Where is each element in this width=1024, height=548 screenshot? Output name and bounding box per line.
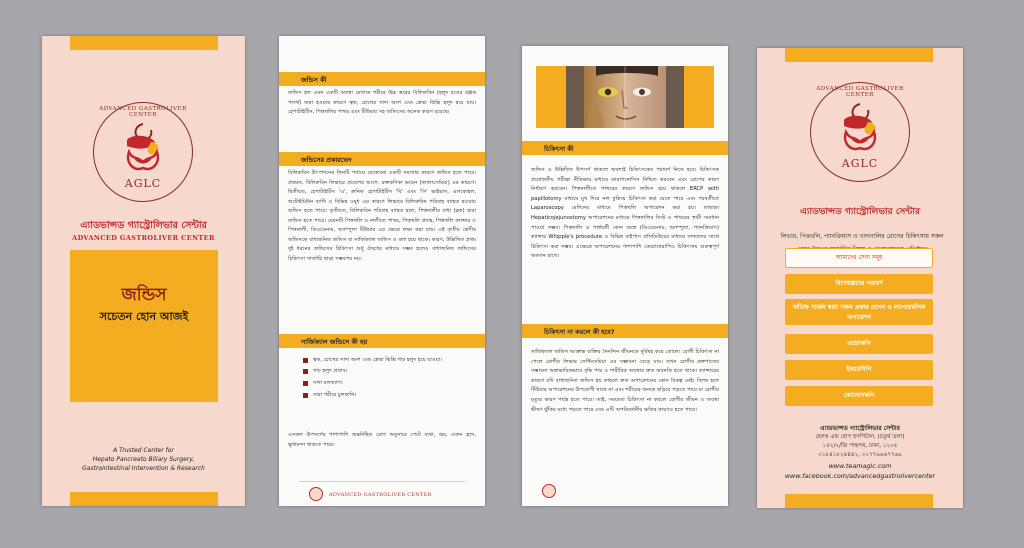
bullet-icon: [303, 369, 308, 374]
logo-ring-text: ADVANCED GASTROLIVER CENTER: [816, 86, 904, 98]
address-center-name: এ্যাডভান্সড গ্যাস্ট্রোলিভার সেন্টার: [820, 425, 900, 432]
contact-address: [757, 424, 963, 460]
brochure-info-panel-2: [522, 46, 728, 506]
website-link[interactable]: www.teamaglc.com: [828, 462, 892, 470]
photo-banner: [536, 66, 714, 128]
footer-center-name: ADVANCED GASTROLIVER CENTER: [329, 492, 432, 498]
service-surgery: অতিক্ষ সার্জন দ্বারা সকল প্রকার ওপেন ও ল্যাপারস্কপিক অপারেশন: [785, 299, 933, 325]
treatment-text: জন্ডিস ও উল্লিখিত উপসর্গ থাকলে অবশ্যই চিকিৎসকের পরামর্শ নিতে হবে। চিকিৎসক প্রয়োজনীয় পরীক্ষা নীরিক্ষার মাধ্যমে ডায়াগনোসিস নিশ্চিত করবেন এবং রোগের কারণ নির্ধারণ করবেন। পিত্তনালীতে পাথরের কারণে জন্ডিস হয়ে থাকলে ERCP with papillotomy মাধ্যমে মুখ দিয়ে নল ঢুকিয়ে চিকিৎসা করা যেতে পারে এবং পরবর্তীতে Laparoscopy মেশিনের মাধ্যমে পিত্তথলি অপারেশন করা হয়। তাছাড়া Hepaticojejunostomy অপারেশনের মাধ্যমে পিত্তনালির সিস্ট ও পাথরের স্থায়ী সমাধান পাওয়া সম্ভব। পিত্তনালি ও পার্শ্ববর্তী কোন অঙ্গে (ডিওডেনাম, অ্যাম্পুলা, প্যানক্রিয়াস) ক্যান্সার Whipple's procedure ও বিভিন্ন বাইপাস প্রসিডিউরের মাধ্যমে সাফল্যের সাথে চিকিৎসা করা সম্ভব। এক্ষেত্রে অপারেশনের পাশাপাশি কেমোথেরাপিও চিকিৎসায় গুরুত্বপূর্ণ অবদান রাখে।: [531, 167, 719, 260]
service-colonoscopy: কোলোনস্কপি: [785, 386, 933, 406]
tagline-line-2: Hepato Pancreato Biliary Surgery,: [92, 456, 195, 463]
service-consultation: বিশেষজ্ঞদের পরামর্শ: [785, 274, 933, 294]
bottom-accent-bar: [785, 494, 933, 508]
jaundice-types-text: বিলিরুবিন উৎপাদনের তিনটি পর্যায়ে যেকোনো একটি সমস্যার কারণে জন্ডিস হতে পারে। প্রথমত, বিলিরুবিন লিভারে প্রবেশের আগে, রক্তকণিকা ভাঙন (থ্যালাসেমিয়া) এর কারণে। দ্বিতীয়ত, হেপাটাইটিস 'এ', ক্রনিক হেপাটাইটিস 'বি' এবং 'সি' ভাইরাস, এলকোহল, অটোইমিউন ব্যাধি ও বিভিন্ন ওষুধ এর কারণে লিভারে বিলিরুবিন পরিবাহ ব্যাহত হওয়ায় জন্ডিস হতে পারে। তৃতীয়ত, বিলিরুবিন পরিবাহ ব্যাহত হলে, পিত্তনালীর বাধা (ব্লক) দ্বারা জন্ডিস হতে পারে। যেমনটি পিত্তথলি ও নালীতে পাথর, পিত্তথলি প্রদাহ, পিত্তথলি ক্যান্সার ও পিত্তনালী, ডিওডেনাম, অ্যাম্পুলা টিউমার এর ক্ষেত্রে লক্ষ্য করা যায়। এই তৃতীয় শ্রেণীর জন্ডিসকে বাধাজনিত জন্ডিস বা সার্জিক্যাল জন্ডিস ও বলা হয়ে থাকে। কারণ, উল্লিখিত প্রথম দুই ধরনের জন্ডিসের চিকিৎসা শুধু ঔষধের মাধ্যমে সম্ভব হলেও বাধাজনিত জন্ডিসের চিকিৎসা সার্জারি ছাড়া সম্ভবপর নয়।: [288, 170, 476, 262]
bullet-icon: [303, 381, 308, 386]
tagline-line-3: Gastrointestinal Intervention & Research: [82, 465, 205, 472]
footer-logo-icon: [542, 484, 556, 498]
untreated-consequences-text: সার্জিক্যাল জন্ডিস আক্রান্ত ব্যক্তির দৈনন্দিন জীবনকে দুর্বিষহ করে তোলে। রোগী চিকিৎসা না পেলে রোগীর লিভার সেপ্টিসেমিয়া এর সম্ভাবনা বেড়ে যায়। তখন রোগীর রক্তপাতের সম্ভাবনা অস্বাভাবিকভাবে বৃদ্ধি পায় ও শারীরিক অবস্থার দ্রুত অবনতি হতে থাকে। ক্যান্সারের কারণে যদি বাধাজনিত জন্ডিস হয় তাহলে দ্রুত অপারেশনের কোন বিকল্প নেই। বিলম্ব হলে টিউমার অপারেশনের উপযোগী থাকে না এবং শরীরের অন্যত্র ছড়িয়ে পড়তে পারে যা রোগীর মৃত্যুর কারণ পর্যন্ত হতে পারে। তাই, সময়মত চিকিৎসা না করলে রোগীর জীবন ও অবস্থা ভীষণ ঝুঁকির মধ্যে পড়তে পারে এবং এটি অপরিবর্তনীয় ক্ষতির কারণও হতে পারে।: [531, 349, 719, 413]
footer-divider: [299, 481, 465, 482]
jaundice-heading: জন্ডিস: [121, 285, 167, 305]
brochure-contact-panel: [757, 48, 963, 508]
address-line-2: ১৫২/২/জি পান্থপথ, ঢাকা, ১২০৫: [822, 443, 898, 449]
awareness-subheading: সচেতন হোন আজই: [99, 310, 189, 323]
center-name-bengali: এ্যাডভান্সড গ্যাস্ট্রোলিভার সেন্টার: [80, 220, 207, 231]
brochure-cover-panel: [42, 36, 245, 506]
top-accent-bar: [70, 36, 218, 50]
logo-ring-text: ADVANCED GASTROLIVER CENTER: [99, 106, 187, 118]
list-item: ত্বক, চোখের সাদা অংশ এবং শ্লেষ্মা ঝিল্লি গাঢ় হলুদ হয়ে যাওয়া।: [303, 356, 453, 365]
aglc-logo: [810, 82, 910, 182]
logo-initials: AGLC: [841, 157, 879, 170]
service-endoscopy: এন্ডোস্কপি: [785, 334, 933, 354]
additional-symptoms-text: এসকল উপসর্গের পাশাপাশি অন্তর্নিহিত রোগ অনুসারে পেটে ব্যথা, জ্বর, ওজন হ্রাস, ক্ষুধামন্দা থাকতে পারে।: [288, 432, 476, 448]
section-heading-surgical-jaundice: সার্জিক্যাল জন্ডিসে কী হয়: [279, 334, 485, 348]
tagline-line-1: A Trusted Center for: [113, 447, 174, 454]
symptom-list: [303, 356, 453, 401]
jaundice-awareness-box: [70, 250, 218, 402]
facebook-link[interactable]: www.facebook.com/advancedgastrolivercenter: [784, 472, 936, 480]
footer-logo-icon: [309, 487, 323, 501]
phone-numbers: ০১৮৪১৮২৪৪৪২, ০১৭৭৬৬৬৭৭৬৯: [818, 452, 902, 458]
section-heading-untreated: চিকিৎসা না করলে কী হবে?: [522, 324, 728, 338]
section-heading-what-is-jaundice: জন্ডিস কী: [279, 72, 485, 86]
address-line-1: হেলথ এন্ড হোপ হসপিটাল, (চতুর্থ তলা): [815, 434, 905, 440]
jaundiced-eye-photo: [566, 66, 684, 128]
center-name-bengali: এ্যাডভান্সড গ্যাস্ট্রোলিভার সেন্টার: [800, 207, 920, 217]
list-item: সাদা মলত্যাগ।: [303, 377, 453, 389]
services-header: আমাদের সেবা সমূহ: [785, 248, 933, 268]
top-accent-bar: [785, 48, 933, 62]
service-ercp: ইআরসিপি: [785, 360, 933, 380]
center-name-english: ADVANCED GASTROLIVER CENTER: [72, 234, 215, 242]
section-heading-treatment: চিকিৎসা কী: [522, 141, 728, 155]
center-description: লিভার, পিত্তথলি, প্যানক্রিয়াস ও খাদ্যনালির রোগের চিকিৎসায় সকল: [780, 233, 944, 240]
logo-initials: AGLC: [124, 177, 162, 190]
list-item: সারা শরীরে চুলকানি।: [303, 389, 453, 401]
brochure-info-panel-1: [279, 36, 485, 506]
what-is-jaundice-text: জন্ডিস হল এমন একটি অবস্থা যেখানে শরীরে উচ্চ স্তরের বিলিরুবিন (হলুদ রঙের রঞ্জক পদার্থ) জমা হওয়ার কারণে ত্বক, চোখের সাদা অংশ এবং শ্লেষ্মা ঝিল্লি হলুদ হয়ে যায়। হেপাটাইটিস, পিত্তথলির পাথর এবং টিউমার সহ জন্ডিসের অনেক কারণ রয়েছে।: [288, 90, 476, 116]
section-heading-jaundice-types: জন্ডিসের প্রকারভেদ: [279, 152, 485, 166]
aglc-logo: [93, 102, 193, 202]
bottom-accent-bar: [70, 492, 218, 506]
digestive-system-icon: [115, 120, 171, 176]
tagline: [52, 446, 235, 473]
bullet-icon: [303, 393, 308, 398]
digestive-system-icon: [832, 100, 888, 156]
list-item: গাঢ় হলুদ প্রস্রাব।: [303, 365, 453, 377]
bullet-icon: [303, 358, 308, 363]
